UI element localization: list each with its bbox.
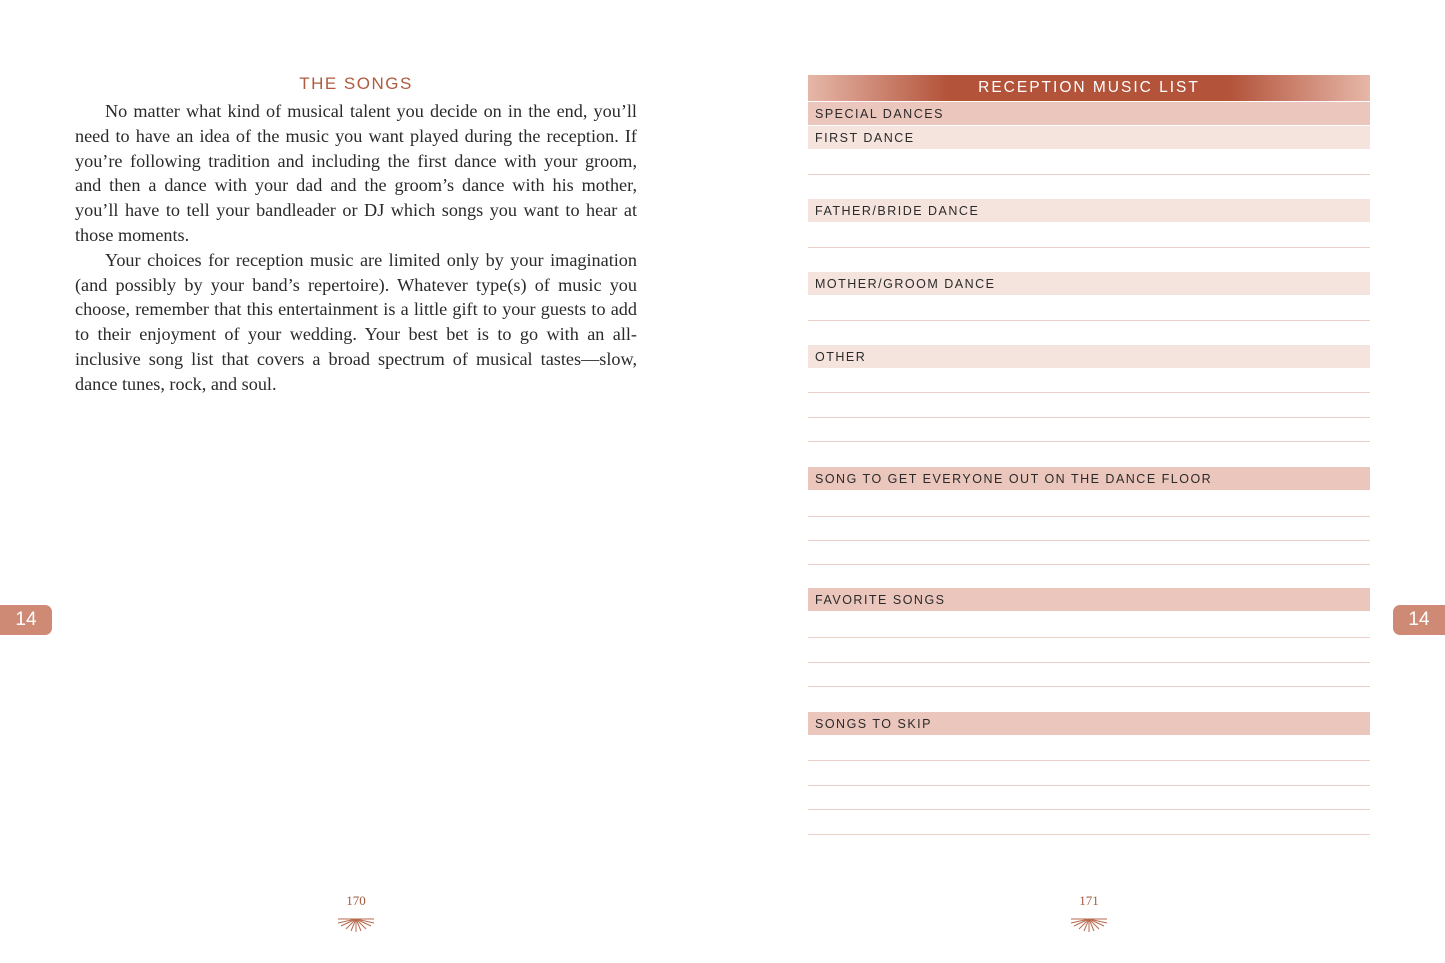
write-line[interactable]: [808, 686, 1370, 687]
label-mother-groom-dance: MOTHER/GROOM DANCE: [808, 272, 1370, 295]
paragraph-1: No matter what kind of musical talent you decide on in the end, you’ll need to have an idea of the music you want played during the reception. If you’re following tradition and including the first dance with your groom, and then a dance with your dad and the groom’s dance with his mother, you’ll have to tell your bandleader or DJ which songs you want to hear at those moments.: [75, 101, 637, 245]
label-favorite-songs: FAVORITE SONGS: [808, 588, 1370, 611]
write-line[interactable]: [808, 834, 1370, 835]
write-line[interactable]: [808, 564, 1370, 565]
page-number-right: 171: [1079, 893, 1099, 908]
write-line[interactable]: [808, 662, 1370, 663]
section-heading: THE SONGS: [299, 74, 413, 93]
label-dance-floor-song: SONG TO GET EVERYONE OUT ON THE DANCE FLOOR: [808, 467, 1370, 490]
label-first-dance: FIRST DANCE: [808, 126, 1370, 149]
write-line[interactable]: [808, 174, 1370, 175]
chapter-tab-right[interactable]: 14: [1393, 605, 1445, 635]
write-line[interactable]: [808, 760, 1370, 761]
list-title: RECEPTION MUSIC LIST: [808, 75, 1370, 101]
page-number-left: 170: [346, 893, 366, 908]
label-father-bride-dance: FATHER/BRIDE DANCE: [808, 199, 1370, 222]
write-line[interactable]: [808, 441, 1370, 442]
write-line[interactable]: [808, 540, 1370, 541]
label-songs-to-skip: SONGS TO SKIP: [808, 712, 1370, 735]
chapter-tab-left[interactable]: 14: [0, 605, 52, 635]
write-line[interactable]: [808, 516, 1370, 517]
write-line[interactable]: [808, 247, 1370, 248]
write-line[interactable]: [808, 417, 1370, 418]
label-other: OTHER: [808, 345, 1370, 368]
write-line[interactable]: [808, 392, 1370, 393]
reception-music-list: [808, 75, 1370, 731]
write-line[interactable]: [808, 320, 1370, 321]
paragraph-2: Your choices for reception music are limited only by your imagination (and possibly by your band’s repertoire). Whatever type(s) of music you choose, remember that this entertainment is a little gift to your guests to add to their enjoyment of your wedding. Your best bet is to go with an all-inclusive song list that covers a broad spectrum of musical tastes—slow, dance tunes, rock, and soul.: [75, 249, 637, 394]
write-line[interactable]: [808, 637, 1370, 638]
label-special-dances: SPECIAL DANCES: [808, 102, 1370, 125]
write-line[interactable]: [808, 785, 1370, 786]
sunburst-ornament-icon: [1069, 914, 1109, 934]
left-page: [0, 0, 722, 963]
write-line[interactable]: [808, 809, 1370, 810]
body-text: [75, 99, 637, 397]
sunburst-ornament-icon: [336, 914, 376, 934]
